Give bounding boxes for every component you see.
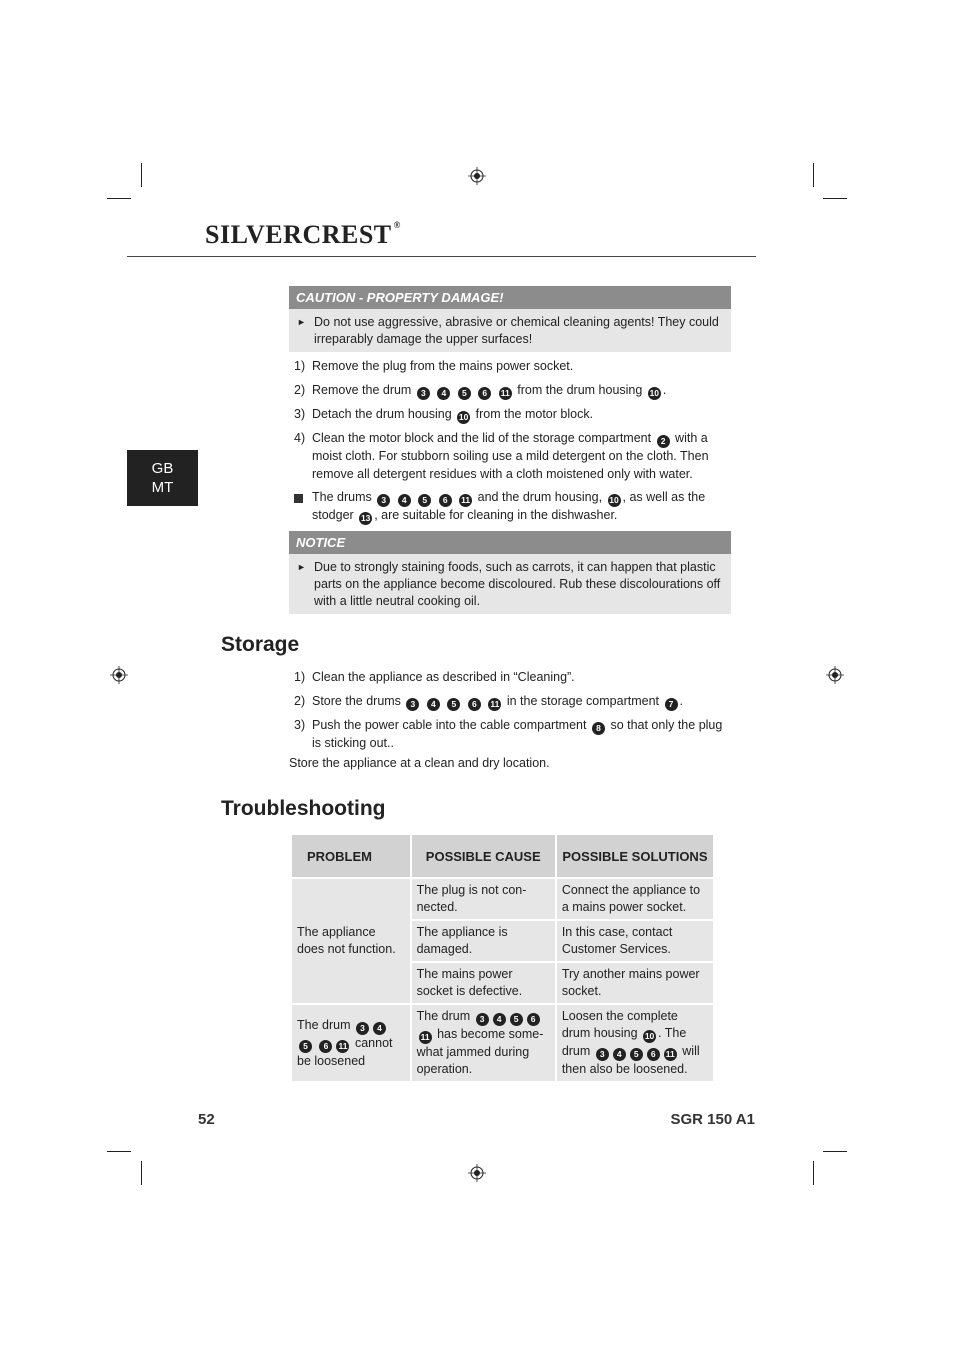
step-text: Store the drums [312,694,401,708]
registration-mark-icon [468,167,486,185]
step-text: Remove the drum [312,383,412,397]
column-header-solutions: POSSIBLE SOLUTIONS [556,834,714,878]
model-number: SGR 150 A1 [670,1111,755,1128]
list-item [294,489,734,525]
part-number-badge: 5 [458,387,471,400]
caution-title: CAUTION - PROPERTY DAMAGE! [289,286,731,309]
part-number-badge: 11 [490,699,500,709]
arrow-bullet-icon: ► [297,317,306,327]
list-item [294,669,734,687]
part-number-badge: 10 [458,412,469,422]
page-number: 52 [198,1111,215,1128]
part-number-badge: 4 [373,1022,386,1035]
cause-cell: The appliance is damaged. [411,920,556,962]
part-number-badge: 5 [418,494,431,507]
part-number-badge: 5 [630,1048,643,1061]
list-item [294,693,734,711]
step-text: Clean the appliance as described in “Cleaning”. [312,670,575,684]
table-row [291,1004,714,1082]
part-number-badge: 3 [476,1013,489,1026]
solution-cell: Try another mains power socket. [556,962,714,1004]
step-text: in the storage compartment [506,694,660,708]
caution-box [289,286,731,352]
table-row [291,878,714,920]
step-text: Clean the motor block and the lid of the storage compartment [312,431,652,445]
registration-mark-icon [110,666,128,684]
crop-mark-icon [107,198,131,199]
part-number-badge: 11 [420,1032,430,1042]
list-item [294,717,734,753]
step-text: . [662,383,667,397]
step-text: from the drum housing [517,383,643,397]
solution-cell: In this case, contact Customer Services. [556,920,714,962]
part-number-badge: 11 [665,1049,675,1059]
part-number-badge: 10 [644,1031,655,1041]
problem-cell [291,1004,411,1082]
crop-mark-icon [107,1151,131,1152]
language-code-mt: MT [151,479,174,496]
crop-mark-icon [823,198,847,199]
crop-mark-icon [141,163,142,187]
step-text: Detach the drum housing [312,407,452,421]
language-code-gb: GB [151,460,174,477]
step-text: and the drum housing, [477,490,603,504]
problem-cell: The appliance does not function. [291,878,411,1004]
part-number-badge: 6 [468,698,481,711]
step-text: , as well as the stodger [312,490,706,522]
step-text: Remove the plug from the mains power socket. [312,359,574,373]
list-item [294,406,734,424]
part-number-badge: 5 [299,1040,312,1053]
notice-text: Due to strongly staining foods, such as carrots, it can happen that plastic parts on the appliance become discoloured. Rub these discolourations off with a little neutral cooking oil. [314,560,721,608]
part-number-badge: 4 [613,1048,626,1061]
table-header-row [291,834,714,878]
part-number-badge: 3 [417,387,430,400]
part-number-badge: 4 [427,698,440,711]
storage-closing-text: Store the appliance at a clean and dry location. [289,756,550,770]
part-number-badge: 11 [461,495,471,505]
notice-box [289,531,731,614]
storage-heading: Storage [221,633,300,656]
step-number: 3) [294,407,306,421]
part-number-badge: 6 [319,1040,332,1053]
solution-cell: Connect the appliance to a mains power socket. [556,878,714,920]
part-number-badge: 4 [437,387,450,400]
part-number-badge: 6 [478,387,491,400]
crop-mark-icon [813,163,814,187]
brand-logo [205,220,401,250]
part-number-badge: 7 [665,698,678,711]
part-number-badge: 5 [510,1013,523,1026]
troubleshooting-table [290,833,715,1083]
part-number-badge: 8 [592,722,605,735]
step-text: Push the power cable into the cable compartment [312,718,587,732]
header-divider [127,256,756,257]
step-number: 4) [294,431,306,445]
crop-mark-icon [813,1161,814,1185]
cell-text: has become some- what jammed during operation. [416,1027,544,1076]
logo-text-silver: SILVER [205,220,303,249]
part-number-badge: 11 [500,388,510,398]
cell-text: will then also be loosened. [561,1044,700,1076]
step-text: with a moist cloth. For stubborn soiling use a mild detergent on the cloth. Then remove all detergent residues with a cloth moistened only with water. [312,431,709,481]
notice-title: NOTICE [289,531,731,554]
registered-mark: ® [393,220,401,230]
part-number-badge: 10 [609,495,619,505]
part-number-badge: 6 [439,494,452,507]
step-text: , are suitable for cleaning in the dishwasher. [374,508,618,522]
arrow-bullet-icon: ► [297,562,306,572]
solution-cell [556,1004,714,1082]
crop-mark-icon [823,1151,847,1152]
caution-text: Do not use aggressive, abrasive or chemical cleaning agents! They could irreparably damage the upper surfaces! [314,315,719,346]
step-text: from the motor block. [475,407,594,421]
column-header-cause: POSSIBLE CAUSE [411,834,556,878]
crop-mark-icon [141,1161,142,1185]
list-item [294,430,734,483]
list-item [294,358,734,376]
step-text: so that only the plug is sticking out.. [312,718,723,750]
column-header-problem: PROBLEM [291,834,411,878]
cell-text: The drum [416,1009,471,1023]
step-number: 2) [294,694,306,708]
cell-text: . The drum [561,1026,687,1058]
part-number-badge: 3 [406,698,419,711]
part-number-badge: 4 [493,1013,506,1026]
cell-text: Loosen the complete drum housing [561,1009,678,1040]
part-number-badge: 6 [527,1013,540,1026]
language-tab [127,450,198,506]
part-number-badge: 10 [649,388,660,398]
part-number-badge: 3 [596,1048,609,1061]
list-item [294,382,734,400]
part-number-badge: 4 [398,494,411,507]
step-text: . [679,694,683,708]
cause-cell: The plug is not con- nected. [411,878,556,920]
step-number: 2) [294,383,306,397]
part-number-badge: 2 [657,435,670,448]
part-number-badge: 5 [447,698,460,711]
square-bullet-icon [294,494,303,503]
cause-cell [411,1004,556,1082]
step-number: 1) [294,670,306,684]
part-number-badge: 6 [647,1048,660,1061]
step-number: 1) [294,359,306,373]
part-number-badge: 11 [338,1040,348,1051]
step-number: 3) [294,718,306,732]
logo-text-crest: CREST [302,220,392,249]
cell-text: cannot be loosened [297,1035,393,1068]
part-number-badge: 13 [360,513,371,523]
part-number-badge: 3 [356,1022,369,1035]
troubleshooting-heading: Troubleshooting [221,797,386,820]
cause-cell: The mains power socket is defective. [411,962,556,1004]
step-text: The drums [312,490,372,504]
cell-text: The drum [297,1017,351,1032]
registration-mark-icon [468,1164,486,1182]
registration-mark-icon [826,666,844,684]
part-number-badge: 3 [377,494,390,507]
